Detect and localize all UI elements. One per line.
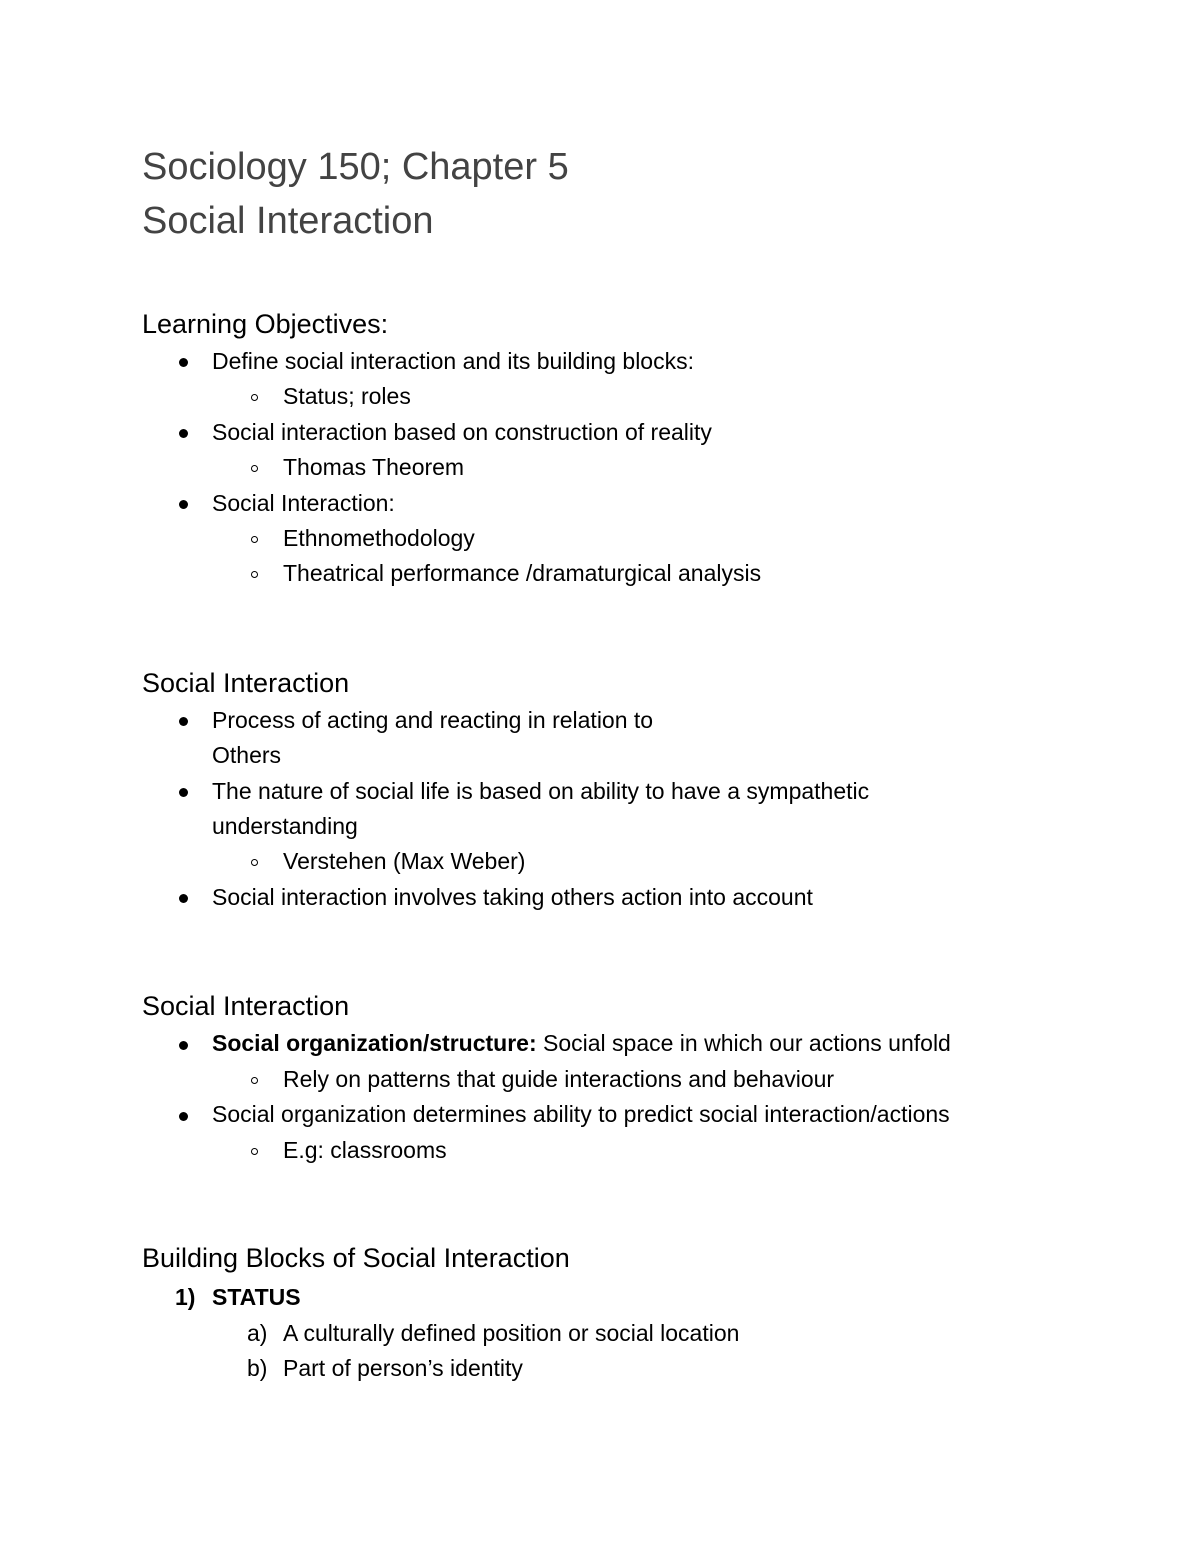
list-item: Social interaction based on construction of reality <box>212 419 712 445</box>
bold-term: Social organization/structure: <box>212 1030 537 1056</box>
hollow-bullet-icon <box>251 394 258 401</box>
lettered-marker: a) <box>247 1320 268 1346</box>
numbered-marker: 1) <box>175 1284 196 1310</box>
term-definition: Social space in which our actions unfold <box>536 1030 951 1056</box>
numbered-item-label: STATUS <box>212 1284 301 1310</box>
sub-list-item: Thomas Theorem <box>283 454 465 480</box>
sub-list-item: Rely on patterns that guide interactions and behaviour <box>283 1066 835 1092</box>
list-item: Social Interaction: <box>212 490 395 516</box>
section-heading-learning-objectives: Learning Objectives: <box>142 309 389 339</box>
hollow-bullet-icon <box>251 465 258 472</box>
list-item: Define social interaction and its building blocks: <box>212 348 694 374</box>
section-heading-social-interaction-2: Social Interaction <box>142 991 350 1021</box>
hollow-bullet-icon <box>251 571 258 578</box>
bullet-icon <box>179 788 188 797</box>
hollow-bullet-icon <box>251 1148 258 1155</box>
bullet-icon <box>179 500 188 509</box>
hollow-bullet-icon <box>251 1077 258 1084</box>
section-heading-building-blocks: Building Blocks of Social Interaction <box>142 1243 570 1273</box>
list-item: Process of acting and reacting in relation to <box>212 707 654 733</box>
list-item: Social organization determines ability to predict social interaction/actions <box>212 1101 950 1127</box>
list-item: The nature of social life is based on ability to have a sympathetic <box>212 778 870 804</box>
list-item-continuation: understanding <box>212 813 358 839</box>
list-item: Social interaction involves taking others action into account <box>212 884 813 910</box>
bullet-icon <box>179 1041 188 1050</box>
lettered-item: Part of person’s identity <box>283 1355 523 1381</box>
sub-list-item: Status; roles <box>283 383 411 409</box>
bullet-icon <box>179 1112 188 1121</box>
sub-list-item: Theatrical performance /dramaturgical analysis <box>283 560 762 586</box>
bullet-icon <box>179 894 188 903</box>
lettered-marker: b) <box>247 1355 268 1381</box>
list-item-continuation: Others <box>212 742 282 768</box>
section-heading-social-interaction: Social Interaction <box>142 668 350 698</box>
lettered-item: A culturally defined position or social location <box>283 1320 740 1346</box>
sub-list-item: Ethnomethodology <box>283 525 475 551</box>
bullet-icon <box>179 358 188 367</box>
document-title-line2: Social Interaction <box>142 200 434 242</box>
sub-list-item: Verstehen (Max Weber) <box>283 848 526 874</box>
bullet-icon <box>179 429 188 438</box>
bullet-icon <box>179 717 188 726</box>
hollow-bullet-icon <box>251 859 258 866</box>
document-title-line1: Sociology 150; Chapter 5 <box>142 146 569 188</box>
hollow-bullet-icon <box>251 536 258 543</box>
list-item <box>212 1032 951 1055</box>
sub-list-item: E.g: classrooms <box>283 1137 447 1163</box>
